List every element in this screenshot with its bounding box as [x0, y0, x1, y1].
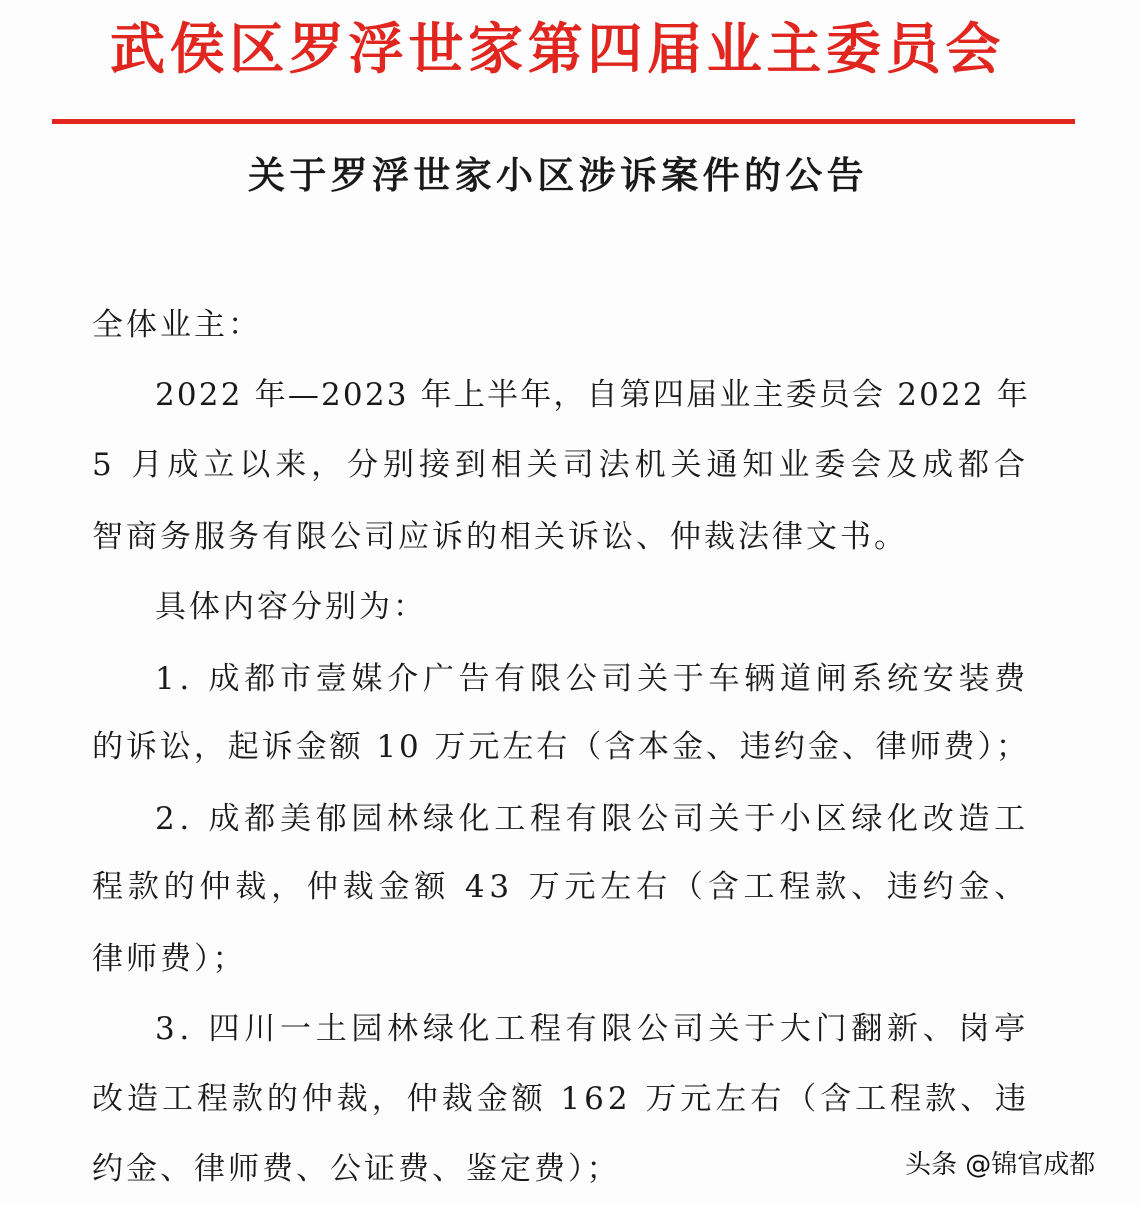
list-item-line: 改造工程款的仲裁，仲裁金额 162 万元左右（含工程款、违 [92, 1081, 1031, 1117]
salutation: 全体业主： [92, 307, 262, 343]
document-title: 关于罗浮世家小区涉诉案件的公告 [248, 153, 868, 197]
header-divider [52, 119, 1075, 124]
list-item-line: 律师费）； [92, 941, 247, 977]
list-item-line: 程款的仲裁，仲裁金额 43 万元左右（含工程款、违约金、 [92, 869, 1031, 905]
watermark: 头条 @锦官成都 [905, 1150, 1096, 1180]
list-item-line: 2. 成都美郁园林绿化工程有限公司关于小区绿化改造工 [155, 801, 1030, 837]
organization-header: 武侯区罗浮世家第四届业主委员会 [110, 16, 1006, 81]
paragraph-line: 具体内容分别为： [155, 589, 427, 625]
paragraph-line: 5 月成立以来，分别接到相关司法机关通知业委会及成都合 [92, 447, 1030, 483]
paragraph-line: 智商务服务有限公司应诉的相关诉讼、仲裁法律文书。 [92, 519, 908, 555]
list-item-line: 的诉讼，起诉金额 10 万元左右（含本金、违约金、律师费）； [92, 729, 1030, 765]
list-item-line: 3. 四川一土园林绿化工程有限公司关于大门翻新、岗亭 [155, 1011, 1030, 1047]
list-item-line: 1. 成都市壹媒介广告有限公司关于车辆道闸系统安装费 [155, 661, 1030, 697]
list-item-line: 约金、律师费、公证费、鉴定费）； [92, 1151, 621, 1187]
paragraph-line: 2022 年—2023 年上半年，自第四届业主委员会 2022 年 [155, 377, 1031, 413]
